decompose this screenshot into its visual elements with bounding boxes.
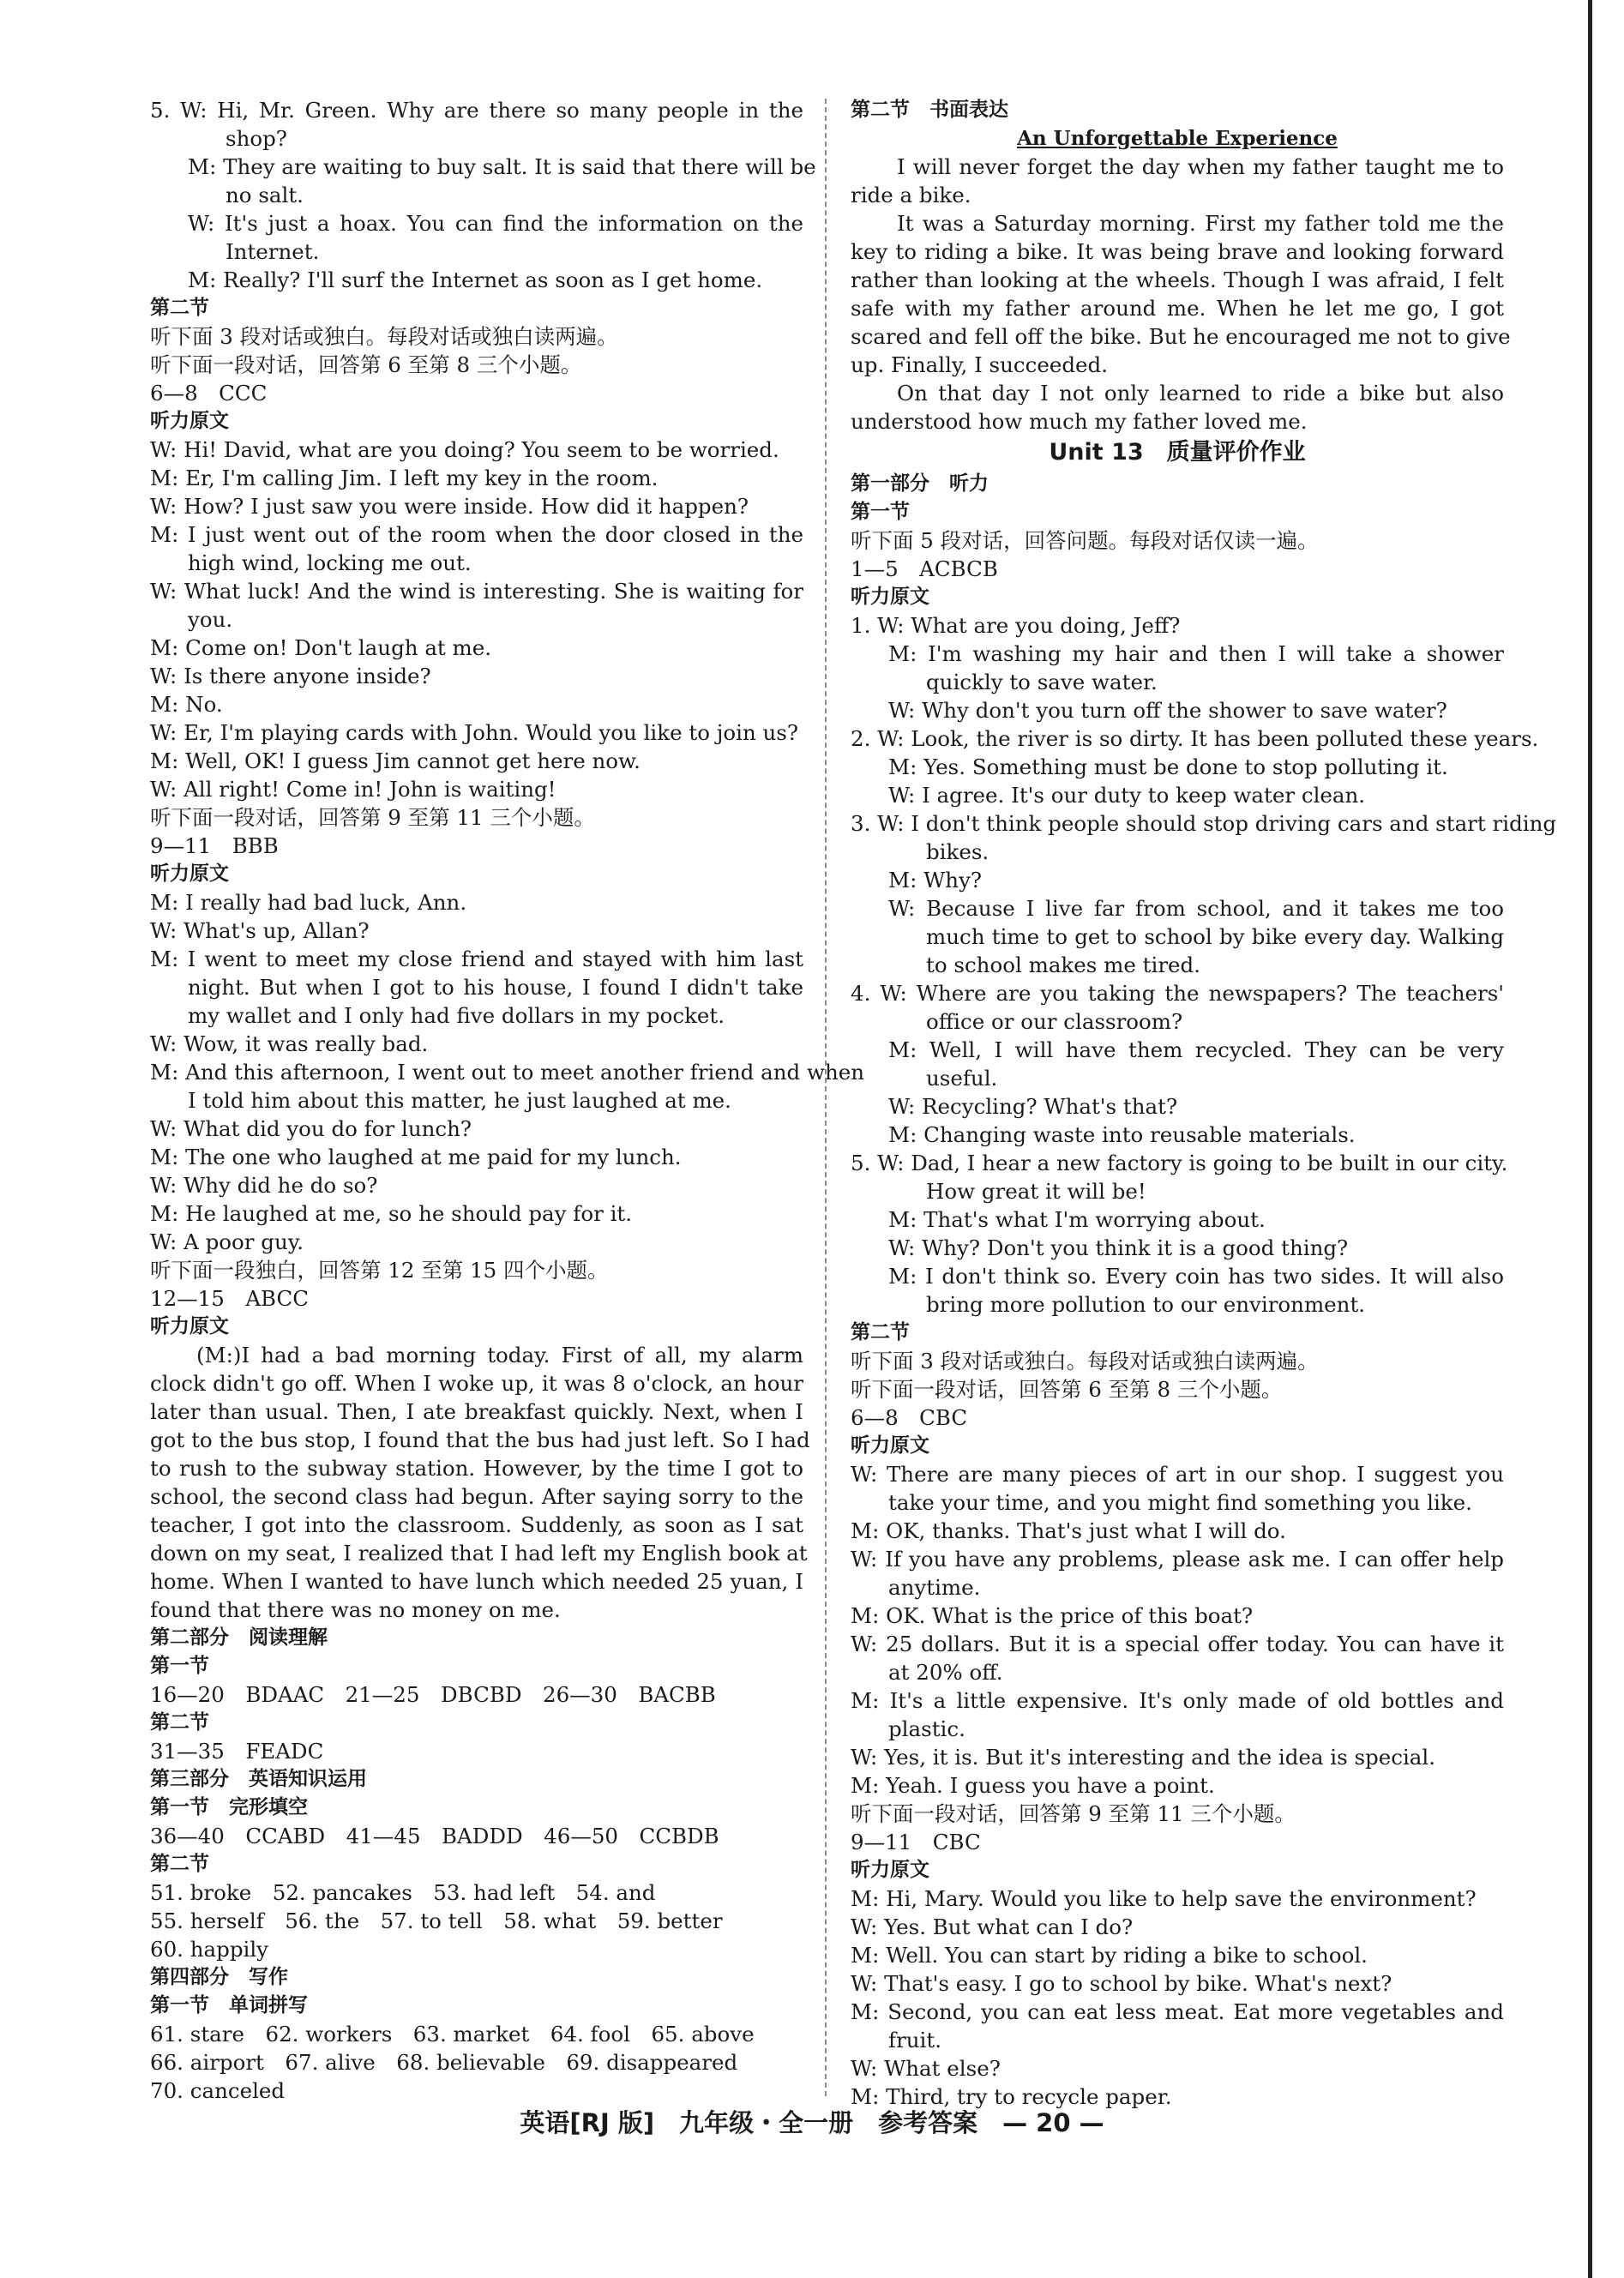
left-line: M: They are waiting to buy salt. It is said that there will be [188, 154, 816, 179]
right-line: 第二节 [851, 1321, 910, 1343]
right-line: 听下面一段对话，回答第 9 至第 11 三个小题。 [851, 1801, 1296, 1826]
right-line: 6—8 CBC [851, 1405, 968, 1430]
right-line: plastic. [888, 1716, 965, 1741]
left-line: I told him about this matter, he just laughed at me. [188, 1088, 731, 1113]
left-line: M: I just went out of the room when the door closed in the [150, 522, 803, 547]
right-line: M: I don't think so. Every coin has two sides. It will also [888, 1264, 1504, 1289]
left-line: W: What luck! And the wind is interesting. She is waiting for [150, 579, 803, 604]
right-line: bikes. [926, 839, 989, 864]
left-line: teacher, I got into the classroom. Suddenly, as soon as I sat [150, 1512, 803, 1537]
left-line: 听下面 3 段对话或独白。每段对话或独白读两遍。 [150, 324, 618, 349]
left-line: 第三部分 英语知识运用 [150, 1768, 367, 1790]
right-line: 第一部分 听力 [851, 472, 989, 495]
left-line: W: What's up, Allan? [150, 918, 370, 943]
right-line: useful. [926, 1066, 998, 1091]
right-column [851, 96, 1557, 2111]
right-line: W: Yes, it is. But it's interesting and the idea is special. [851, 1745, 1436, 1770]
right-line: Unit 13 质量评价作业 [1049, 439, 1306, 466]
left-line: down on my seat, I realized that I had left my English book at [150, 1541, 808, 1566]
left-line: 61. stare 62. workers 63. market 64. fool 65. above [150, 2022, 755, 2047]
left-line: W: A poor guy. [150, 1229, 304, 1254]
left-line: 6—8 CCC [150, 381, 268, 406]
right-line: How great it will be! [926, 1179, 1146, 1204]
right-line: 听下面 3 段对话或独白。每段对话或独白读两遍。 [851, 1349, 1319, 1373]
right-line: W: That's easy. I go to school by bike. What's next? [851, 1971, 1392, 1996]
left-line: W: Why did he do so? [150, 1173, 378, 1198]
right-line: M: Yes. Something must be done to stop polluting it. [888, 754, 1448, 779]
left-line: W: All right! Come in! John is waiting! [150, 777, 556, 802]
right-line: M: That's what I'm worrying about. [888, 1207, 1266, 1232]
right-line: 听力原文 [851, 586, 929, 608]
left-line: 第二节 [150, 297, 209, 319]
right-line: M: Changing waste into reusable materials. [888, 1122, 1356, 1147]
right-line: understood how much my father loved me. [851, 409, 1308, 434]
right-line: An Unforgettable Experience [1017, 127, 1338, 150]
left-line: you. [188, 607, 233, 632]
right-line: M: It's a little expensive. It's only made of old bottles and [851, 1688, 1504, 1713]
left-line: M: Well, OK! I guess Jim cannot get here now. [150, 748, 641, 773]
right-line: 4. W: Where are you taking the newspapers? The teachers' [851, 981, 1504, 1006]
left-line: 第二部分 阅读理解 [150, 1626, 328, 1649]
left-line: night. But when I got to his house, I found I didn't take [188, 975, 803, 1000]
page-edge-line [1588, 0, 1592, 2278]
right-line: anytime. [888, 1575, 981, 1600]
left-line: W: Is there anyone inside? [150, 664, 431, 688]
right-line: 5. W: Dad, I hear a new factory is going to be built in our city. [851, 1151, 1508, 1175]
page-footer: 英语[RJ 版] 九年级・全一册 参考答案 — 20 — [520, 2108, 1104, 2137]
right-line: W: What else? [851, 2056, 1001, 2081]
left-line: M: No. [150, 692, 223, 717]
right-line: office or our classroom? [926, 1009, 1183, 1034]
left-line: 16—20 BDAAC 21—25 DBCBD 26—30 BACBB [150, 1682, 716, 1707]
left-line: W: Hi! David, what are you doing? You seem to be worried. [150, 437, 779, 462]
left-line: 12—15 ABCC [150, 1286, 309, 1311]
left-line: got to the bus stop, I found that the bus had just left. So I had [150, 1428, 810, 1452]
left-line: M: He laughed at me, so he should pay for it. [150, 1201, 633, 1226]
right-line: W: There are many pieces of art in our shop. I suggest you [851, 1462, 1504, 1487]
left-line: clock didn't go off. When I woke up, it was 8 o'clock, an hour [150, 1371, 803, 1396]
left-line: (M:)I had a bad morning today. First of all, my alarm [196, 1343, 803, 1367]
right-line: W: I agree. It's our duty to keep water clean. [888, 783, 1366, 808]
left-line: high wind, locking me out. [188, 550, 472, 575]
right-line: 第一节 [851, 501, 910, 523]
left-line: M: I went to meet my close friend and stayed with him last [150, 947, 803, 971]
left-line: to rush to the subway station. However, by the time I got to [150, 1456, 803, 1481]
right-line: at 20% off. [888, 1660, 1003, 1685]
right-line: 听下面 5 段对话，回答问题。每段对话仅读一遍。 [851, 528, 1319, 553]
left-line: M: The one who laughed at me paid for my lunch. [150, 1145, 682, 1169]
right-line: 3. W: I don't think people should stop driving cars and start riding [851, 811, 1557, 836]
left-line: 听力原文 [150, 1315, 229, 1337]
right-line: M: Well. You can start by riding a bike to school. [851, 1943, 1368, 1968]
right-line: W: Why? Don't you think it is a good thing? [888, 1235, 1349, 1260]
left-line: 听力原文 [150, 410, 229, 432]
right-line: M: Why? [888, 868, 983, 893]
left-line: 31—35 FEADC [150, 1739, 324, 1764]
left-line: W: How? I just saw you were inside. How did it happen? [150, 494, 749, 519]
left-line: later than usual. Then, I ate breakfast quickly. Next, when I [150, 1399, 803, 1424]
left-line: no salt. [226, 183, 304, 207]
left-line: M: Really? I'll surf the Internet as soon as I get home. [188, 267, 763, 292]
left-line: shop? [226, 126, 287, 151]
left-line: M: Come on! Don't laugh at me. [150, 635, 492, 660]
left-line: found that there was no money on me. [150, 1597, 561, 1622]
right-line: W: Recycling? What's that? [888, 1094, 1178, 1119]
right-line: 听下面一段对话，回答第 6 至第 8 三个小题。 [851, 1377, 1283, 1402]
right-line: ride a bike. [851, 183, 971, 207]
right-line: M: Hi, Mary. Would you like to help save the environment? [851, 1886, 1477, 1911]
right-line: M: I'm washing my hair and then I will take a shower [888, 641, 1504, 666]
left-line: 70. canceled [150, 2078, 286, 2103]
right-line: M: OK. What is the price of this boat? [851, 1603, 1254, 1628]
right-line: rather than looking at the wheels. Though I was afraid, I felt [851, 267, 1504, 292]
right-line: W: Why don't you turn off the shower to save water? [888, 698, 1447, 723]
right-line: up. Finally, I succeeded. [851, 352, 1109, 377]
left-line: 55. herself 56. the 57. to tell 58. what 59. better [150, 1908, 723, 1933]
right-line: W: Because I live far from school, and it takes me too [888, 896, 1504, 921]
column-divider [825, 99, 827, 2096]
left-line: 36—40 CCABD 41—45 BADDD 46—50 CCBDB [150, 1824, 719, 1848]
left-line: 第二节 [150, 1853, 209, 1875]
right-line: 1—5 ACBCB [851, 556, 998, 581]
left-line: 60. happily [150, 1937, 269, 1962]
left-line: 听下面一段独白，回答第 12 至第 15 四个小题。 [150, 1258, 609, 1283]
right-line: W: 25 dollars. But it is a special offer today. You can have it [851, 1632, 1504, 1656]
right-line: 听力原文 [851, 1434, 929, 1457]
left-line: home. When I wanted to have lunch which needed 25 yuan, I [150, 1569, 803, 1594]
right-line: bring more pollution to our environment. [926, 1292, 1366, 1317]
right-line: fruit. [888, 2028, 942, 2053]
left-line: 第一节 单词拼写 [150, 1994, 308, 2017]
right-line: W: If you have any problems, please ask me. I can offer help [851, 1547, 1504, 1572]
left-line: school, the second class had begun. After saying sorry to the [150, 1484, 803, 1509]
left-line: 听力原文 [150, 863, 229, 885]
right-line: I will never forget the day when my father taught me to [897, 154, 1504, 179]
left-line: 66. airport 67. alive 68. believable 69. disappeared [150, 2050, 738, 2075]
right-line: take your time, and you might find something you like. [888, 1490, 1472, 1515]
right-line: key to riding a bike. It was being brave and looking forward [851, 239, 1504, 264]
left-line: M: And this afternoon, I went out to meet another friend and when [150, 1060, 865, 1085]
right-line: 1. W: What are you doing, Jeff? [851, 613, 1181, 638]
right-line: scared and fell off the bike. But he encouraged me not to give [851, 324, 1511, 349]
left-line: W: Er, I'm playing cards with John. Would you like to join us? [150, 720, 799, 745]
right-line: M: Well, I will have them recycled. They can be very [888, 1037, 1504, 1062]
right-line: quickly to save water. [926, 670, 1158, 694]
right-line: much time to get to school by bike every day. Walking [926, 924, 1504, 949]
right-line: On that day I not only learned to ride a bike but also [897, 381, 1504, 406]
right-line: to school makes me tired. [926, 953, 1201, 977]
right-line: 第二节 书面表达 [851, 99, 1008, 121]
left-line: my wallet and I only had five dollars in my pocket. [188, 1003, 725, 1028]
right-line: M: Third, try to recycle paper. [851, 2084, 1172, 2109]
left-line: M: I really had bad luck, Ann. [150, 890, 467, 915]
left-column [150, 96, 865, 2105]
left-line: 5. W: Hi, Mr. Green. Why are there so many people in the [150, 98, 803, 123]
right-line: 2. W: Look, the river is so dirty. It has been polluted these years. [851, 726, 1539, 751]
left-line: W: Wow, it was really bad. [150, 1031, 429, 1056]
right-line: M: OK, thanks. That's just what I will do. [851, 1518, 1286, 1543]
left-line: M: Er, I'm calling Jim. I left my key in the room. [150, 466, 659, 490]
left-line: 第一节 [150, 1655, 209, 1677]
left-line: W: What did you do for lunch? [150, 1116, 472, 1141]
right-line: It was a Saturday morning. First my father told me the [897, 211, 1504, 236]
left-line: 听下面一段对话，回答第 9 至第 11 三个小题。 [150, 805, 595, 830]
right-line: safe with my father around me. When he let me go, I got [851, 296, 1504, 321]
right-line: 听力原文 [851, 1859, 929, 1881]
right-line: W: Yes. But what can I do? [851, 1914, 1134, 1939]
left-line: 第一节 完形填空 [150, 1796, 308, 1818]
right-line: M: Second, you can eat less meat. Eat more vegetables and [851, 1999, 1504, 2024]
left-line: 9—11 BBB [150, 833, 279, 858]
right-line: M: Yeah. I guess you have a point. [851, 1773, 1215, 1798]
left-line: 第二节 [150, 1711, 209, 1734]
left-line: 听下面一段对话，回答第 6 至第 8 三个小题。 [150, 352, 582, 377]
right-line: 9—11 CBC [851, 1830, 981, 1854]
left-line: 51. broke 52. pancakes 53. had left 54. and [150, 1880, 656, 1905]
left-line: 第四部分 写作 [150, 1966, 288, 1988]
left-line: Internet. [226, 239, 320, 264]
left-line: W: It's just a hoax. You can find the information on the [188, 211, 803, 236]
